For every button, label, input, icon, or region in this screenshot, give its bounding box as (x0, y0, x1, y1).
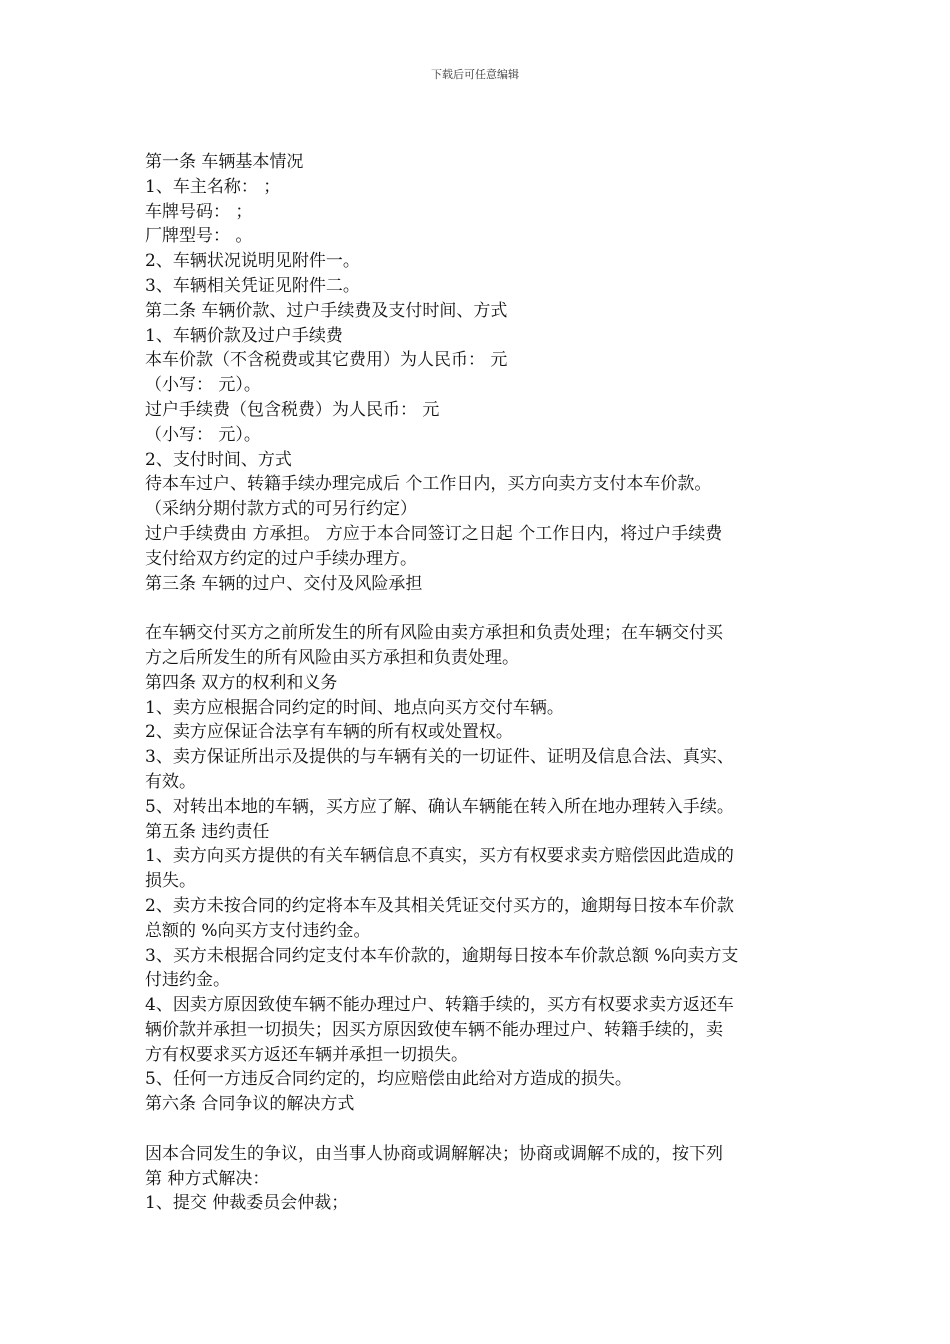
document-line: 损失。 (145, 871, 196, 892)
document-line: 1、车辆价款及过户手续费 (145, 325, 343, 346)
document-line: 2、卖方应保证合法享有车辆的所有权或处置权。 (145, 722, 513, 743)
document-line: 总额的 %向买方支付违约金。 (145, 920, 371, 941)
document-line: （采纳分期付款方式的可另行约定） (145, 499, 417, 520)
document-line: 过户手续费由 方承担。 方应于本合同签订之日起 个工作日内，将过户手续费 (145, 523, 723, 544)
document-line: 1、提交 仲裁委员会仲裁； (145, 1193, 349, 1214)
document-line: 4、因卖方原因致使车辆不能办理过户、转籍手续的，买方有权要求卖方返还车 (145, 995, 734, 1016)
document-line: 1、卖方应根据合同约定的时间、地点向买方交付车辆。 (145, 697, 564, 718)
document-line: 3、买方未根据合同约定支付本车价款的，逾期每日按本车价款总额 %向卖方支 (145, 945, 739, 966)
document-line: 3、卖方保证所出示及提供的与车辆有关的一切证件、证明及信息合法、真实、 (145, 747, 734, 768)
document-line: 辆价款并承担一切损失；因买方原因致使车辆不能办理过户、转籍手续的，卖 (145, 1019, 723, 1040)
document-line: 第五条 违约责任 (145, 821, 270, 842)
document-line: 1、车主名称： ； (145, 176, 281, 197)
document-line: 1、卖方向买方提供的有关车辆信息不真实，买方有权要求卖方赔偿因此造成的 (145, 846, 734, 867)
document-line: 待本车过户、转籍手续办理完成后 个工作日内，买方向卖方支付本车价款。 (145, 474, 712, 495)
document-line: 方有权要求买方返还车辆并承担一切损失。 (145, 1044, 468, 1065)
document-line: 第二条 车辆价款、过户手续费及支付时间、方式 (145, 300, 508, 321)
document-line: 2、支付时间、方式 (145, 449, 292, 470)
document-line: 车牌号码： ； (145, 201, 253, 222)
document-line: 第四条 双方的权利和义务 (145, 672, 338, 693)
document-line: 第六条 合同争议的解决方式 (145, 1094, 355, 1115)
document-line: （小写： 元）。 (145, 424, 261, 445)
blank-line (145, 1117, 810, 1142)
document-line: 付违约金。 (145, 970, 230, 991)
document-line: （小写： 元）。 (145, 375, 261, 396)
document-line: 方之后所发生的所有风险由买方承担和负责处理。 (145, 647, 519, 668)
document-line: 本车价款（不含税费或其它费用）为人民币： 元 (145, 350, 508, 371)
document-line: 第一条 车辆基本情况 (145, 152, 304, 172)
document-line: 3、车辆相关凭证见附件二。 (145, 275, 360, 296)
document-line: 第 种方式解决： (145, 1168, 270, 1189)
document-line: 2、卖方未按合同的约定将本车及其相关凭证交付买方的，逾期每日按本车价款 (145, 895, 734, 916)
document-line: 第三条 车辆的过户、交付及风险承担 (145, 573, 423, 594)
document-line: 支付给双方约定的过户手续办理方。 (145, 548, 417, 569)
page-header-note: 下载后可任意编辑 (431, 68, 519, 81)
document-body (145, 150, 810, 1216)
blank-line (145, 596, 810, 621)
document-line: 有效。 (145, 771, 196, 792)
document-line: 厂牌型号： 。 (145, 226, 253, 247)
document-line: 在车辆交付买方之前所发生的所有风险由卖方承担和负责处理；在车辆交付买 (145, 623, 723, 644)
document-line: 因本合同发生的争议，由当事人协商或调解解决；协商或调解不成的，按下列 (145, 1143, 723, 1164)
document-line: 5、任何一方违反合同约定的，均应赔偿由此给对方造成的损失。 (145, 1069, 632, 1090)
document-line: 2、车辆状况说明见附件一。 (145, 251, 360, 272)
document-line: 5、对转出本地的车辆，买方应了解、确认车辆能在转入所在地办理转入手续。 (145, 796, 734, 817)
document-line: 过户手续费（包含税费）为人民币： 元 (145, 399, 440, 420)
